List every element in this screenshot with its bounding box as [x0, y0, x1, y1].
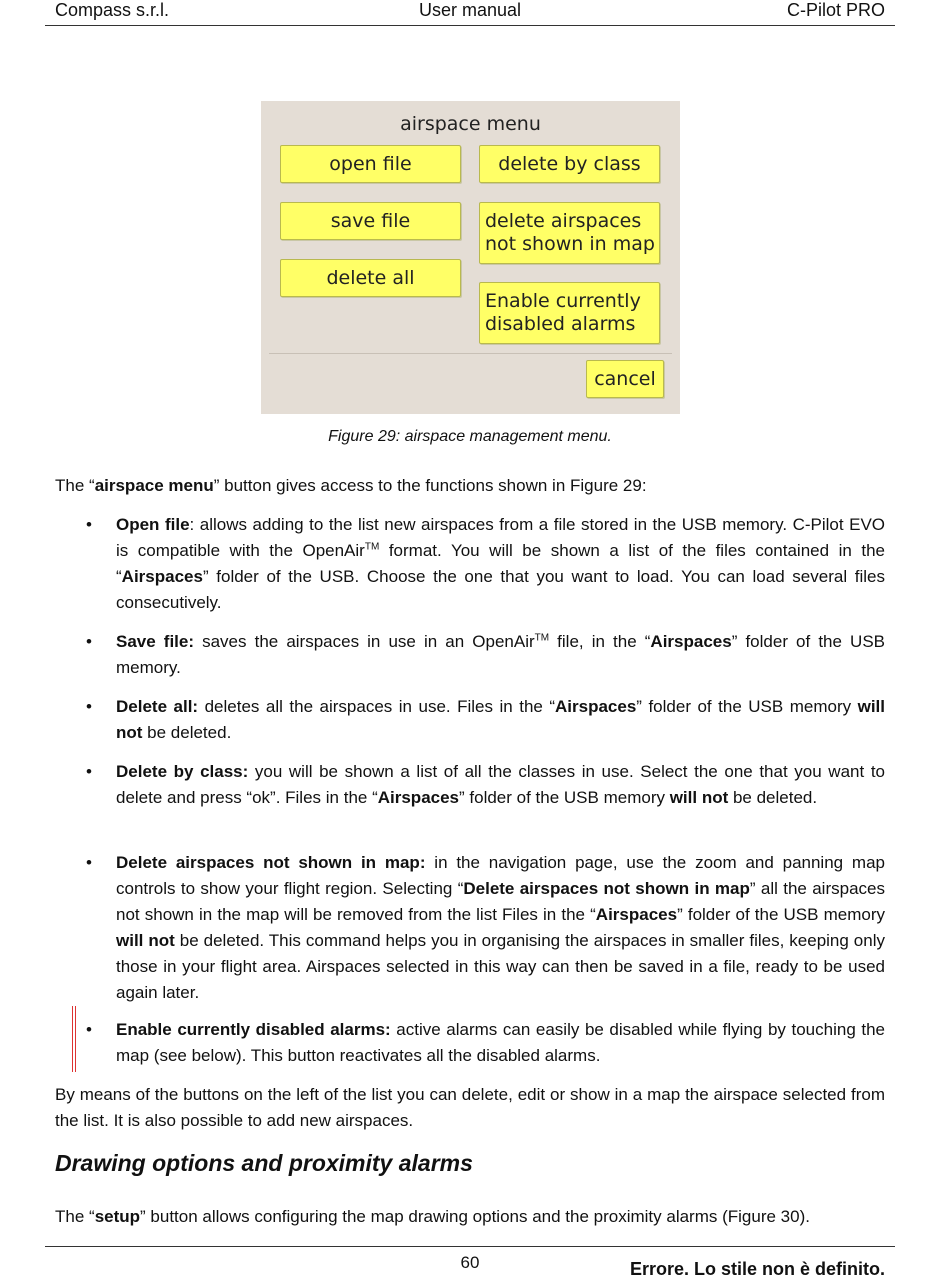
list-item-delete-by-class: Delete by class: you will be shown a list of all the classes in use. Select the one that you want to delete and press “ok”. Files in the “Airspaces” folder of the USB memory will not be deleted. [116, 762, 885, 807]
list-item-delete-all: Delete all: deletes all the airspaces in use. Files in the “Airspaces” folder of the USB memory will not be deleted. [116, 697, 886, 742]
bullet: • [86, 632, 92, 651]
bullet: • [86, 853, 92, 872]
list-item-enable-alarms: Enable currently disabled alarms: active alarms can easily be disabled while flying by touching the map (see below). This button reactivates all the disabled alarms. [116, 1020, 885, 1065]
page-header [45, 0, 895, 26]
header-title: User manual [418, 0, 522, 20]
menu-divider [269, 353, 672, 354]
bullet: • [86, 762, 92, 781]
figure-caption: Figure 29: airspace management menu. [328, 428, 612, 445]
enable-alarms-button[interactable]: Enable currently disabled alarms [479, 282, 660, 344]
cancel-button[interactable]: cancel [586, 360, 664, 398]
header-company: Compass s.r.l. [55, 0, 170, 20]
delete-all-button[interactable]: delete all [280, 259, 461, 297]
list-item-open-file: Open file: allows adding to the list new airspaces from a file stored in the USB memory. C-Pilot EVO is compatible with the OpenAir™ format. You will be shown a list of the files contained in the “Airspaces” folder of the USB. Choose the one that you want to load. You can load several files consecutively. [116, 515, 886, 612]
page-number: 60 [460, 1253, 480, 1272]
bullet: • [86, 697, 92, 716]
header-product: C-Pilot PRO [786, 0, 885, 20]
open-file-button[interactable]: open file [280, 145, 461, 183]
delete-not-shown-button[interactable]: delete airspaces not shown in map [479, 202, 660, 264]
setup-paragraph: The “setup” button allows configuring the map drawing options and the proximity alarms (Figure 30). [55, 1207, 810, 1226]
list-item-save-file: Save file: saves the airspaces in use in an OpenAir™ file, in the “Airspaces” folder of the USB memory. [116, 632, 885, 677]
delete-by-class-button[interactable]: delete by class [479, 145, 660, 183]
footer-error-text: Errore. Lo stile non è definito. [629, 1259, 885, 1279]
bullet: • [86, 1020, 92, 1039]
section-heading: Drawing options and proximity alarms [55, 1150, 473, 1176]
footer-rule [45, 1246, 895, 1247]
save-file-button[interactable]: save file [280, 202, 461, 240]
airspace-menu-figure [261, 101, 680, 414]
intro-paragraph: The “airspace menu” button gives access to the functions shown in Figure 29: [55, 476, 647, 495]
revision-bar [72, 1006, 76, 1072]
airspace-menu-title: airspace menu [400, 113, 541, 135]
bullet: • [86, 515, 92, 534]
list-item-delete-not-shown: Delete airspaces not shown in map: in the navigation page, use the zoom and panning map controls to show your flight region. Selecting “Delete airspaces not shown in map” all the airspaces not shown in the map will be removed from the list Files in the “Airspaces” folder of the USB memory will not be deleted. This command helps you in organising the airspaces in smaller files, keeping only those in your flight area. Airspaces selected in this way can then be saved in a file, ready to be used again later. [116, 853, 885, 1002]
body-paragraph: By means of the buttons on the left of the list you can delete, edit or show in a map the airspace selected from the list. It is also possible to add new airspaces. [55, 1085, 885, 1130]
